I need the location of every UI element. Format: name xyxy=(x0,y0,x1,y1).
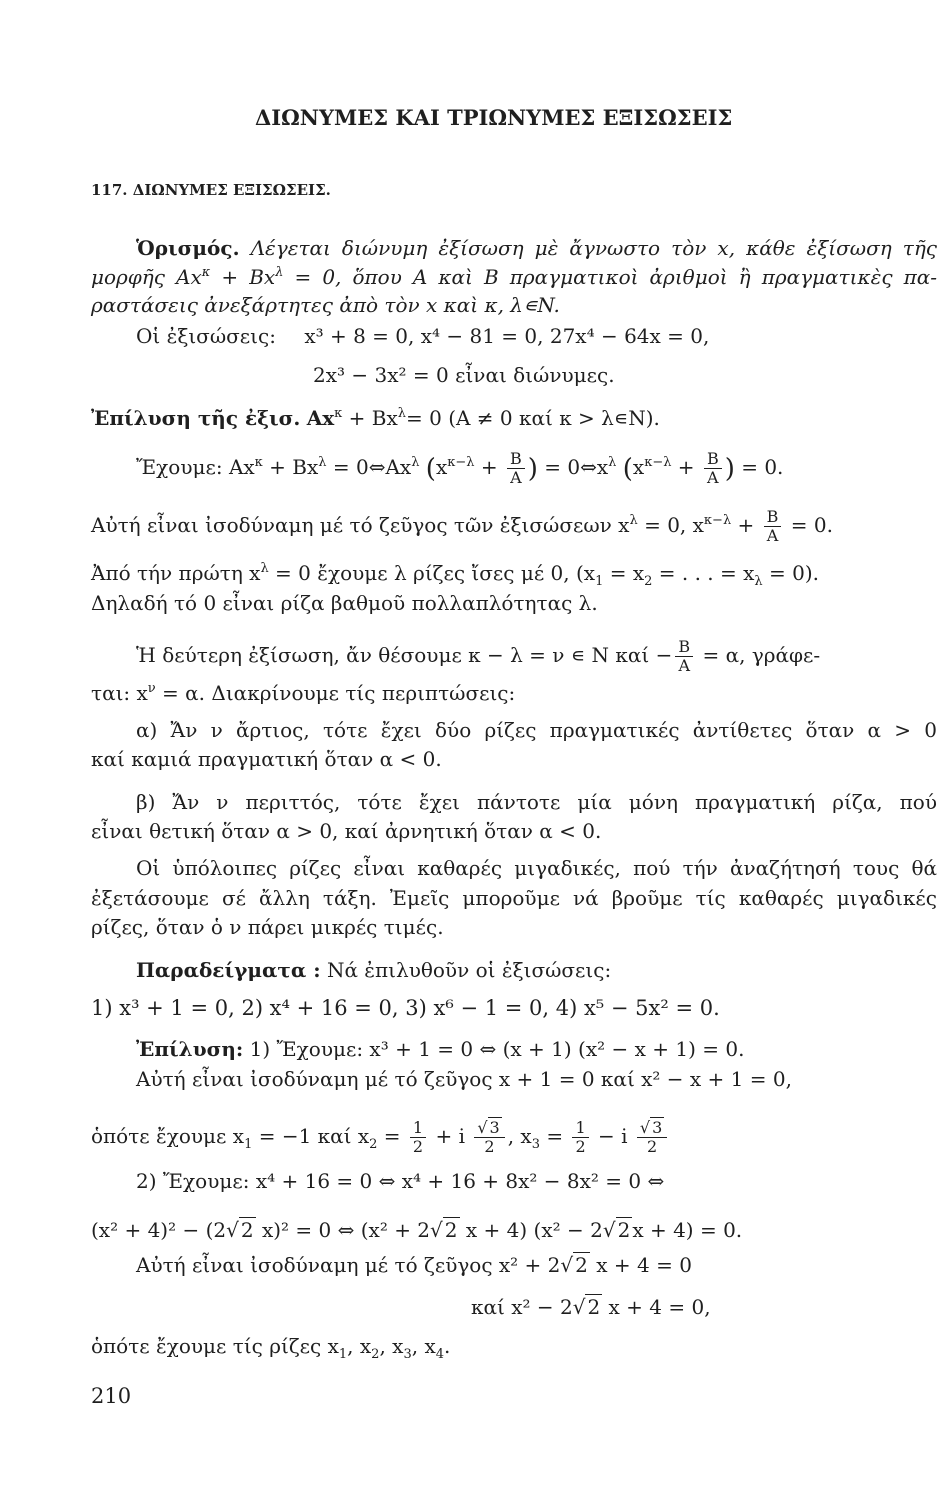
paren-close: ) xyxy=(724,454,735,484)
subscript: 1 xyxy=(338,1347,348,1362)
denominator: A xyxy=(678,656,691,675)
sqrt: √ 2 xyxy=(602,1218,631,1242)
denominator: A xyxy=(707,468,719,487)
subscript: 1 xyxy=(244,1137,253,1152)
text-run: = x xyxy=(603,561,645,585)
page-title: ΔΙΩΝΥΜΕΣ ΚΑΙ ΤΡΙΩΝΥΜΕΣ ΕΞΙΣΩΣΕΙΣ xyxy=(255,105,733,130)
sqrt: √ 2 xyxy=(226,1218,254,1242)
solution-2-roots xyxy=(91,1333,937,1362)
radicand: 2 xyxy=(444,1218,458,1242)
superscript: ν xyxy=(147,681,156,696)
sqrt: √ 2 xyxy=(430,1218,458,1242)
numerator: B xyxy=(704,450,722,469)
solution-2-factorization xyxy=(91,1217,937,1243)
examples-heading xyxy=(136,957,937,983)
text-run: + Bx xyxy=(262,455,319,479)
sqrt: √ 3 xyxy=(477,1118,500,1137)
text-run: = α, γράφε- xyxy=(696,643,821,667)
denominator: 2 xyxy=(412,1137,424,1156)
fraction xyxy=(764,508,782,545)
subscript: 2 xyxy=(369,1137,378,1152)
example-equation: 2x³ − 3x² = 0 xyxy=(313,363,449,387)
definition-line-3: ραστάσεις ἀνεξάρτητες ἀπὸ τὸν x καὶ κ, λ∊N. xyxy=(91,293,560,317)
examples-suffix: εἶναι διώνυμες. xyxy=(455,363,615,387)
text-run: + xyxy=(474,455,504,479)
solution-2-equiv xyxy=(136,1252,937,1278)
fraction xyxy=(474,1119,504,1156)
numerator: 1 xyxy=(572,1119,588,1138)
text-run: Ἡ δεύτερη ἐξίσωση, ἄν θέσουμε κ − λ = ν ∊ N καί − xyxy=(136,643,673,667)
fraction xyxy=(675,638,693,675)
solution-1-line xyxy=(136,1036,937,1062)
remaining-line-1: Οἱ ὑπόλοιπες ρίζες εἶναι καθαρές μιγαδικές, πού τήν ἀναζήτησή τους θά xyxy=(136,856,937,880)
text-run: , x xyxy=(379,1334,404,1358)
numerator xyxy=(474,1119,504,1138)
text-run: ὁπότε ἔχουμε x xyxy=(91,1124,245,1148)
radicand: 3 xyxy=(652,1118,663,1137)
text-run: x + 4 = 0 xyxy=(589,1253,692,1277)
examples-prefix: Οἱ ἐξισώσεις: xyxy=(136,324,276,348)
examples-label: Παραδείγματα : xyxy=(136,958,321,982)
superscript: κ−λ xyxy=(447,455,475,470)
superscript: λ xyxy=(275,265,284,280)
superscript: κ xyxy=(334,406,343,421)
text-run: = 0⇔x xyxy=(537,455,609,479)
second-equation-line xyxy=(136,638,937,675)
solution-text: 1) Ἔχουμε: x³ + 1 = 0 ⇔ (x + 1) (x² − x + 1) = 0. xyxy=(249,1037,745,1061)
superscript: λ xyxy=(411,455,420,470)
superscript: κ−λ xyxy=(703,513,732,528)
text-run: = −1 καί x xyxy=(252,1124,370,1148)
numerator: 1 xyxy=(410,1119,426,1138)
section-heading: 117. ΔΙΩΝΥΜΕΣ ΕΞΙΣΩΣΕΙΣ. xyxy=(91,181,331,199)
subscript: λ xyxy=(754,574,763,589)
multiplicity-line: Δηλαδή τό 0 εἶναι ρίζα βαθμοῦ πολλαπλότητας λ. xyxy=(91,591,598,615)
superscript: λ xyxy=(260,561,269,576)
text-run: , x xyxy=(507,1124,532,1148)
radicand: 2 xyxy=(617,1218,631,1242)
denominator: A xyxy=(766,526,779,545)
superscript: λ xyxy=(608,455,617,470)
case-a-line-1: α) Ἄν ν ἄρτιος, τότε ἔχει δύο ρίζες πραγματικές ἀντίθετες ὅταν α > 0 xyxy=(136,718,937,742)
definition-text: Λέγεται διώνυμη ἐξίσωση μὲ ἄγνωστο τὸν x, κάθε ἐξίσωση τῆς xyxy=(250,236,938,260)
fraction xyxy=(410,1119,426,1156)
definition-line-2 xyxy=(91,264,937,290)
text-run: + i xyxy=(429,1124,472,1148)
text-run: ται: x xyxy=(91,681,148,705)
text-run: x xyxy=(435,455,448,479)
paren-close: ) xyxy=(527,454,538,484)
solution-heading xyxy=(91,405,937,431)
denominator: 2 xyxy=(575,1137,586,1156)
case-b-line-2: εἶναι θετική ὅταν α > 0, καί ἀρνητική ὅταν α < 0. xyxy=(91,819,602,843)
text-run: , x xyxy=(411,1334,436,1358)
solution-label: Ἐπίλυση τῆς ἐξισ. xyxy=(91,406,301,430)
fraction xyxy=(637,1119,667,1156)
text-run: Αὐτή εἶναι ἰσοδύναμη μέ τό ζεῦγος τῶν ἐξισώσεων x xyxy=(91,513,630,537)
numerator xyxy=(637,1119,667,1138)
text-run: x + 4) = 0. xyxy=(632,1218,743,1242)
denominator: A xyxy=(510,468,522,487)
text-run: = 0 (A ≠ 0 καί κ > λ∊N). xyxy=(406,406,660,430)
subscript: 2 xyxy=(644,574,653,589)
superscript: λ xyxy=(397,406,406,421)
superscript: κ−λ xyxy=(644,455,672,470)
first-equation-line xyxy=(91,560,937,589)
text-run: , x xyxy=(347,1334,372,1358)
text-run: = 0, ὅπου A καὶ B πραγματικοὶ ἀριθμοὶ ἢ πραγματικὲς πα- xyxy=(283,265,937,289)
numerator: B xyxy=(675,638,693,657)
text-run: = 0). xyxy=(762,561,820,585)
radicand: 3 xyxy=(489,1118,500,1137)
text-run: = xyxy=(377,1124,407,1148)
radicand: 2 xyxy=(587,1295,601,1319)
text-run: = 0, x xyxy=(637,513,704,537)
text-run: ὁπότε ἔχουμε τίς ρίζες x xyxy=(91,1334,339,1358)
subscript: 3 xyxy=(531,1137,540,1152)
text-run: − i xyxy=(591,1124,634,1148)
superscript: κ xyxy=(254,455,263,470)
text-run: x)² = 0 ⇔ (x² + 2 xyxy=(255,1218,431,1242)
text-run: + xyxy=(731,513,761,537)
denominator: 2 xyxy=(647,1137,658,1156)
text-run: Αὐτή εἶναι ἰσοδύναμη μέ τό ζεῦγος x² + 2 xyxy=(136,1253,561,1277)
text-run: + Bx xyxy=(342,406,398,430)
text-run: + xyxy=(671,455,701,479)
fraction xyxy=(507,450,525,487)
superscript: κ xyxy=(201,265,211,280)
subscript: 4 xyxy=(435,1347,445,1362)
subscript: 2 xyxy=(371,1347,380,1362)
examples-equations: x³ + 8 = 0, x⁴ − 81 = 0, 27x⁴ − 64x = 0, xyxy=(304,324,710,348)
paren-open: ( xyxy=(622,454,633,484)
we-have-line xyxy=(136,450,937,487)
case-a-line-2: καί καμιά πραγματική ὅταν α < 0. xyxy=(91,747,442,771)
sqrt: √ 2 xyxy=(560,1253,588,1277)
examples-list: 1) x³ + 1 = 0, 2) x⁴ + 16 = 0, 3) x⁶ − 1 = 0, 4) x⁵ − 5x² = 0. xyxy=(91,996,720,1020)
radicand: 2 xyxy=(240,1218,254,1242)
text-run: = 0. xyxy=(734,455,784,479)
solution-1-equiv: Αὐτή εἶναι ἰσοδύναμη μέ τό ζεῦγος x + 1 = 0 καί x² − x + 1 = 0, xyxy=(136,1067,792,1091)
subscript: 1 xyxy=(595,574,604,589)
text-run: = 0. xyxy=(784,513,833,537)
text-run: Ax xyxy=(306,406,335,430)
paren-open: ( xyxy=(425,454,436,484)
text-run: καί x² − 2 xyxy=(471,1295,573,1319)
superscript: λ xyxy=(629,513,638,528)
sqrt: √ 2 xyxy=(572,1295,601,1319)
text-run: (x² + 4)² − (2 xyxy=(91,1218,227,1242)
text-run: μορφῆς Ax xyxy=(91,265,202,289)
case-b-line-1: β) Ἄν ν περιττός, τότε ἔχει πάντοτε μία μόνη πραγματική ρίζα, πού xyxy=(136,790,937,814)
remaining-line-2: ἐξετάσουμε σέ ἄλλη τάξη. Ἐμεῖς μποροῦμε νά βροῦμε τίς καθαρές μιγαδικές xyxy=(91,886,937,910)
remaining-line-3: ρίζες, ὅταν ὁ ν πάρει μικρές τιμές. xyxy=(91,915,444,939)
solution-label: Ἐπίλυση: xyxy=(136,1037,244,1061)
superscript: λ xyxy=(318,455,327,470)
text-run: Ἔχουμε: Ax xyxy=(136,455,255,479)
definition-line-1 xyxy=(136,235,937,261)
solution-2-and xyxy=(471,1294,911,1320)
text-run: + Bx xyxy=(210,265,276,289)
sqrt: √ 3 xyxy=(639,1118,663,1137)
subscript: 3 xyxy=(403,1347,412,1362)
text-run: Ἀπό τήν πρώτη x xyxy=(91,561,261,585)
fraction xyxy=(704,450,722,487)
page-number: 210 xyxy=(91,1384,132,1408)
text-run: = 0 ἔχουμε λ ρίζες ἴσες μέ 0, (x xyxy=(268,561,596,585)
text-run: x + 4) (x² − 2 xyxy=(459,1218,603,1242)
fraction xyxy=(572,1119,588,1156)
radicand: 2 xyxy=(575,1253,588,1277)
second-equation-line-2 xyxy=(91,680,937,706)
definition-label: Ὁρισμός. xyxy=(136,236,240,260)
examples-text: Νά ἐπιλυθοῦν οἱ ἐξισώσεις: xyxy=(326,958,612,982)
text-run: = . . . = x xyxy=(652,561,755,585)
text-run: x xyxy=(632,455,645,479)
examples-line-1 xyxy=(136,323,937,349)
text-run: = xyxy=(540,1124,570,1148)
denominator: 2 xyxy=(484,1137,495,1156)
text-run: = α. Διακρίνουμε τίς περιπτώσεις: xyxy=(155,681,516,705)
solution-1-roots xyxy=(91,1119,937,1156)
text-run: = 0⇔Ax xyxy=(326,455,412,479)
numerator: B xyxy=(507,450,525,469)
text-run: . xyxy=(444,1334,451,1358)
equiv-line xyxy=(91,508,937,545)
solution-2-line: 2) Ἔχουμε: x⁴ + 16 = 0 ⇔ x⁴ + 16 + 8x² − 8x² = 0 ⇔ xyxy=(136,1169,665,1193)
examples-line-2 xyxy=(313,362,913,388)
text-run: x + 4 = 0, xyxy=(602,1295,711,1319)
numerator: B xyxy=(764,508,782,527)
